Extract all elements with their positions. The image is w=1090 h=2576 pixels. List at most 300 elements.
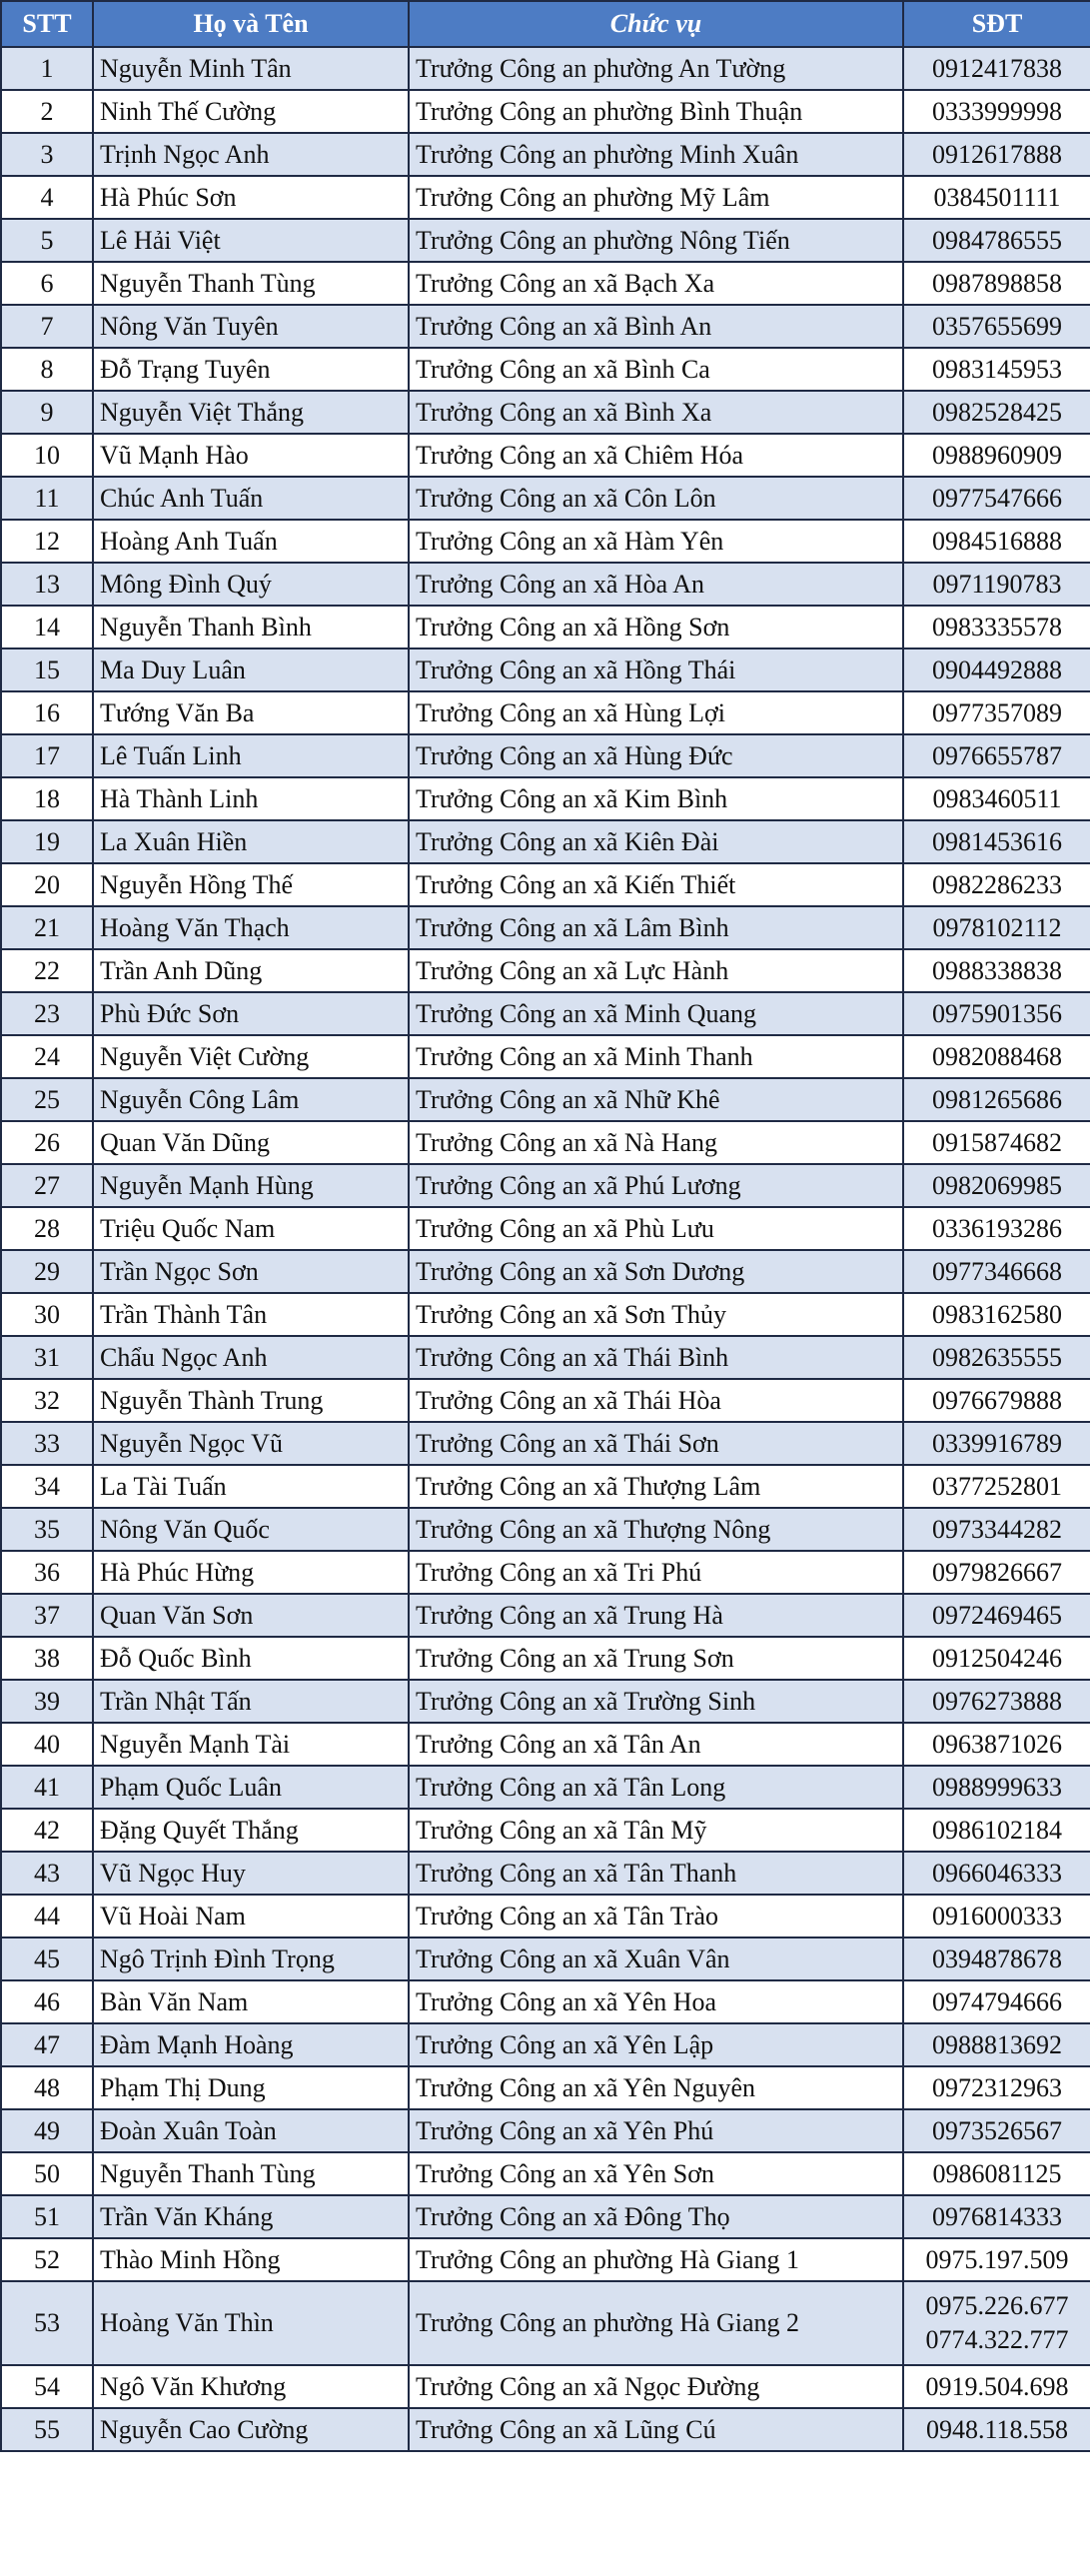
cell-name: La Xuân Hiền (93, 820, 409, 863)
cell-phone (903, 2408, 1090, 2451)
table-row (1, 1164, 1090, 1207)
cell-phone (903, 47, 1090, 90)
cell-name: Hoàng Anh Tuấn (93, 520, 409, 563)
phone-number: 0904492888 (932, 654, 1062, 684)
table-row (1, 820, 1090, 863)
phone-number: 0975901356 (932, 998, 1062, 1028)
cell-phone (903, 90, 1090, 133)
cell-name: Hoàng Văn Thạch (93, 906, 409, 949)
phone-number: 0963871026 (932, 1729, 1062, 1759)
cell-name: Quan Văn Dũng (93, 1121, 409, 1164)
cell-stt: 11 (1, 477, 93, 520)
cell-role: Trưởng Công an xã Tri Phú (409, 1551, 903, 1594)
cell-phone (903, 520, 1090, 563)
cell-stt: 12 (1, 520, 93, 563)
cell-stt: 13 (1, 563, 93, 606)
table-row (1, 219, 1090, 262)
cell-name: La Tài Tuấn (93, 1465, 409, 1508)
cell-role: Trưởng Công an xã Đông Thọ (409, 2195, 903, 2238)
cell-role: Trưởng Công an xã Ngọc Đường (409, 2365, 903, 2408)
cell-role: Trưởng Công an xã Yên Sơn (409, 2152, 903, 2195)
cell-name: Hà Phúc Sơn (93, 176, 409, 219)
cell-phone (903, 1594, 1090, 1637)
cell-stt: 44 (1, 1895, 93, 1937)
cell-stt: 28 (1, 1207, 93, 1250)
cell-stt: 51 (1, 2195, 93, 2238)
cell-name: Nông Văn Tuyên (93, 305, 409, 348)
table-row (1, 2365, 1090, 2408)
phone-number: 0915874682 (932, 1127, 1062, 1157)
cell-role: Trưởng Công an xã Kim Bình (409, 777, 903, 820)
cell-phone (903, 2109, 1090, 2152)
phone-number: 0977357089 (932, 697, 1062, 727)
phone-number: 0984786555 (932, 225, 1062, 255)
phone-number: 0973526567 (932, 2115, 1062, 2145)
cell-role: Trưởng Công an xã Minh Thanh (409, 1035, 903, 1078)
cell-name: Nguyễn Việt Thắng (93, 391, 409, 434)
cell-role: Trưởng Công an xã Yên Phú (409, 2109, 903, 2152)
table-row (1, 262, 1090, 305)
cell-phone (903, 1551, 1090, 1594)
cell-name: Nguyễn Mạnh Hùng (93, 1164, 409, 1207)
cell-stt: 16 (1, 691, 93, 734)
cell-name: Phạm Quốc Luân (93, 1766, 409, 1809)
cell-name: Đặng Quyết Thắng (93, 1809, 409, 1852)
table-row (1, 2023, 1090, 2066)
cell-stt: 49 (1, 2109, 93, 2152)
phone-number: 0912417838 (932, 53, 1062, 83)
cell-stt: 38 (1, 1637, 93, 1680)
table-row (1, 520, 1090, 563)
cell-role: Trưởng Công an phường Hà Giang 1 (409, 2238, 903, 2281)
cell-role: Trưởng Công an xã Kiến Thiết (409, 863, 903, 906)
cell-stt: 9 (1, 391, 93, 434)
cell-phone (903, 1980, 1090, 2023)
cell-role: Trưởng Công an xã Thượng Lâm (409, 1465, 903, 1508)
cell-name: Bàn Văn Nam (93, 1980, 409, 2023)
cell-role: Trưởng Công an xã Chiêm Hóa (409, 434, 903, 477)
table-row (1, 606, 1090, 648)
phone-number: 0357655699 (932, 311, 1062, 341)
header-name: Họ và Tên (93, 1, 409, 47)
cell-stt: 41 (1, 1766, 93, 1809)
cell-phone (903, 176, 1090, 219)
phone-number: 0333999998 (932, 96, 1062, 126)
table-row (1, 391, 1090, 434)
cell-stt: 50 (1, 2152, 93, 2195)
cell-phone (903, 691, 1090, 734)
cell-phone (903, 1637, 1090, 1680)
cell-stt: 3 (1, 133, 93, 176)
table-body (1, 47, 1090, 2451)
cell-name: Ngô Trịnh Đình Trọng (93, 1937, 409, 1980)
cell-role: Trưởng Công an xã Nà Hang (409, 1121, 903, 1164)
table-row (1, 2109, 1090, 2152)
cell-phone (903, 1078, 1090, 1121)
cell-phone (903, 1680, 1090, 1723)
cell-stt: 20 (1, 863, 93, 906)
cell-phone (903, 606, 1090, 648)
cell-phone (903, 2152, 1090, 2195)
cell-phone (903, 1379, 1090, 1422)
cell-name: Nguyễn Thanh Tùng (93, 2152, 409, 2195)
cell-stt: 31 (1, 1336, 93, 1379)
cell-stt: 42 (1, 1809, 93, 1852)
cell-name: Hoàng Văn Thìn (93, 2281, 409, 2365)
cell-phone (903, 262, 1090, 305)
cell-role: Trưởng Công an xã Bình Ca (409, 348, 903, 391)
phone-number: 0974794666 (932, 1986, 1062, 2016)
table-row (1, 2408, 1090, 2451)
table-row (1, 648, 1090, 691)
cell-name: Trịnh Ngọc Anh (93, 133, 409, 176)
cell-phone (903, 906, 1090, 949)
phone-number: 0988960909 (932, 440, 1062, 470)
cell-role: Trưởng Công an xã Hùng Lợi (409, 691, 903, 734)
cell-role: Trưởng Công an xã Tân Thanh (409, 1852, 903, 1895)
table-row (1, 1508, 1090, 1551)
phone-number: 0976679888 (932, 1385, 1062, 1415)
cell-stt: 48 (1, 2066, 93, 2109)
table-row (1, 691, 1090, 734)
cell-name: Ma Duy Luân (93, 648, 409, 691)
cell-name: Hà Thành Linh (93, 777, 409, 820)
phone-number: 0982635555 (932, 1342, 1062, 1372)
phone-number: 0982528425 (932, 397, 1062, 427)
phone-number: 0983335578 (932, 612, 1062, 642)
phone-number: 0339916789 (932, 1428, 1062, 1458)
phone-number: 0972469465 (932, 1600, 1062, 1630)
phone-number: 0987898858 (932, 268, 1062, 298)
table-row (1, 563, 1090, 606)
cell-role: Trưởng Công an xã Hòa An (409, 563, 903, 606)
table-row (1, 2195, 1090, 2238)
table-row (1, 1637, 1090, 1680)
header-phone: SĐT (903, 1, 1090, 47)
cell-name: Trần Ngọc Sơn (93, 1250, 409, 1293)
cell-stt: 40 (1, 1723, 93, 1766)
table-row (1, 2238, 1090, 2281)
cell-phone (903, 2066, 1090, 2109)
cell-stt: 43 (1, 1852, 93, 1895)
cell-phone (903, 992, 1090, 1035)
cell-phone (903, 219, 1090, 262)
table-row (1, 1379, 1090, 1422)
cell-role: Trưởng Công an xã Côn Lôn (409, 477, 903, 520)
table-row (1, 1594, 1090, 1637)
cell-role: Trưởng Công an xã Tân An (409, 1723, 903, 1766)
cell-name: Đoàn Xuân Toàn (93, 2109, 409, 2152)
cell-stt: 54 (1, 2365, 93, 2408)
table-row (1, 734, 1090, 777)
cell-role: Trưởng Công an xã Bình Xa (409, 391, 903, 434)
cell-stt: 55 (1, 2408, 93, 2451)
phone-number: 0976273888 (932, 1686, 1062, 1716)
cell-phone (903, 1723, 1090, 1766)
table-row (1, 1852, 1090, 1895)
cell-role: Trưởng Công an xã Tân Trào (409, 1895, 903, 1937)
cell-role: Trưởng Công an xã Xuân Vân (409, 1937, 903, 1980)
cell-stt: 32 (1, 1379, 93, 1422)
cell-role: Trưởng Công an xã Bình An (409, 305, 903, 348)
cell-phone (903, 477, 1090, 520)
cell-stt: 29 (1, 1250, 93, 1293)
cell-name: Nguyễn Minh Tân (93, 47, 409, 90)
table-row (1, 777, 1090, 820)
table-row (1, 348, 1090, 391)
cell-name: Nguyễn Thanh Bình (93, 606, 409, 648)
cell-name: Vũ Ngọc Huy (93, 1852, 409, 1895)
cell-stt: 52 (1, 2238, 93, 2281)
table-row (1, 1809, 1090, 1852)
cell-stt: 21 (1, 906, 93, 949)
cell-role: Trưởng Công an xã Trung Sơn (409, 1637, 903, 1680)
cell-stt: 37 (1, 1594, 93, 1637)
cell-role: Trưởng Công an phường Minh Xuân (409, 133, 903, 176)
cell-name: Tướng Văn Ba (93, 691, 409, 734)
cell-role: Trưởng Công an xã Hùng Đức (409, 734, 903, 777)
cell-role: Trưởng Công an xã Kiên Đài (409, 820, 903, 863)
cell-name: Trần Văn Kháng (93, 2195, 409, 2238)
phone-number: 0916000333 (932, 1901, 1062, 1931)
cell-name: Ngô Văn Khương (93, 2365, 409, 2408)
cell-name: Nguyễn Hồng Thế (93, 863, 409, 906)
phone-number: 0988813692 (932, 2029, 1062, 2059)
cell-phone (903, 1937, 1090, 1980)
cell-stt: 34 (1, 1465, 93, 1508)
cell-phone (903, 2281, 1090, 2365)
cell-role: Trưởng Công an xã Hồng Thái (409, 648, 903, 691)
cell-phone (903, 1766, 1090, 1809)
cell-phone (903, 734, 1090, 777)
cell-name: Phạm Thị Dung (93, 2066, 409, 2109)
cell-phone (903, 2238, 1090, 2281)
cell-phone (903, 2195, 1090, 2238)
cell-role: Trưởng Công an phường Nông Tiến (409, 219, 903, 262)
cell-stt: 53 (1, 2281, 93, 2365)
cell-role: Trưởng Công an xã Minh Quang (409, 992, 903, 1035)
phone-number: 0981265686 (932, 1084, 1062, 1114)
cell-stt: 24 (1, 1035, 93, 1078)
phone-number: 0978102112 (932, 912, 1062, 942)
cell-name: Hà Phúc Hừng (93, 1551, 409, 1594)
table-row (1, 47, 1090, 90)
phone-number: 0384501111 (933, 182, 1061, 212)
table-row (1, 1250, 1090, 1293)
phone-number: 0394878678 (932, 1943, 1062, 1973)
table-row (1, 2152, 1090, 2195)
phone-number: 0975.197.509 (925, 2244, 1069, 2274)
cell-role: Trưởng Công an xã Hồng Sơn (409, 606, 903, 648)
cell-stt: 36 (1, 1551, 93, 1594)
cell-name: Nguyễn Việt Cường (93, 1035, 409, 1078)
table-row (1, 1465, 1090, 1508)
table-row (1, 1980, 1090, 2023)
cell-phone (903, 563, 1090, 606)
cell-name: Mông Đình Quý (93, 563, 409, 606)
cell-name: Trần Thành Tân (93, 1293, 409, 1336)
cell-stt: 15 (1, 648, 93, 691)
cell-name: Đỗ Quốc Bình (93, 1637, 409, 1680)
phone-number: 0986102184 (932, 1815, 1062, 1845)
cell-stt: 19 (1, 820, 93, 863)
phone-number: 0973344282 (932, 1514, 1062, 1544)
table-row (1, 1336, 1090, 1379)
phone-number: 0982286233 (932, 869, 1062, 899)
table-row (1, 176, 1090, 219)
table-row (1, 2066, 1090, 2109)
cell-stt: 14 (1, 606, 93, 648)
table-row (1, 1078, 1090, 1121)
cell-phone (903, 391, 1090, 434)
cell-role: Trưởng Công an xã Thượng Nông (409, 1508, 903, 1551)
cell-name: Vũ Mạnh Hào (93, 434, 409, 477)
cell-phone (903, 777, 1090, 820)
cell-role: Trưởng Công an xã Yên Lập (409, 2023, 903, 2066)
cell-phone (903, 2365, 1090, 2408)
cell-phone (903, 1207, 1090, 1250)
cell-phone (903, 949, 1090, 992)
cell-name: Nguyễn Mạnh Tài (93, 1723, 409, 1766)
cell-name: Chúc Anh Tuấn (93, 477, 409, 520)
phone-number: 0912504246 (932, 1643, 1062, 1673)
cell-phone (903, 2023, 1090, 2066)
cell-stt: 18 (1, 777, 93, 820)
table-row (1, 1293, 1090, 1336)
cell-phone (903, 863, 1090, 906)
table-row (1, 949, 1090, 992)
header-role: Chức vụ (409, 1, 903, 47)
phone-number: 0983162580 (932, 1299, 1062, 1329)
phone-number: 0336193286 (932, 1213, 1062, 1243)
phone-number: 0986081125 (932, 2158, 1062, 2188)
cell-stt: 27 (1, 1164, 93, 1207)
phone-number: 0982088468 (932, 1041, 1062, 1071)
cell-phone (903, 1164, 1090, 1207)
phone-number: 0977346668 (932, 1256, 1062, 1286)
table-row (1, 133, 1090, 176)
cell-stt: 17 (1, 734, 93, 777)
cell-name: Thào Minh Hồng (93, 2238, 409, 2281)
cell-role: Trưởng Công an xã Trường Sinh (409, 1680, 903, 1723)
cell-role: Trưởng Công an phường Mỹ Lâm (409, 176, 903, 219)
table-row (1, 992, 1090, 1035)
cell-role: Trưởng Công an xã Yên Hoa (409, 1980, 903, 2023)
cell-role: Trưởng Công an xã Sơn Dương (409, 1250, 903, 1293)
cell-phone (903, 1895, 1090, 1937)
table-row (1, 90, 1090, 133)
phone-number: 0976814333 (932, 2201, 1062, 2231)
cell-stt: 39 (1, 1680, 93, 1723)
cell-phone (903, 434, 1090, 477)
cell-phone (903, 1508, 1090, 1551)
cell-stt: 10 (1, 434, 93, 477)
cell-stt: 45 (1, 1937, 93, 1980)
phone-number: 0982069985 (932, 1170, 1062, 1200)
table-row (1, 1207, 1090, 1250)
cell-name: Lê Tuấn Linh (93, 734, 409, 777)
cell-stt: 6 (1, 262, 93, 305)
phone-number: 0976655787 (932, 740, 1062, 770)
cell-stt: 46 (1, 1980, 93, 2023)
cell-role: Trưởng Công an xã Phù Lưu (409, 1207, 903, 1250)
cell-stt: 8 (1, 348, 93, 391)
phone-number: 0971190783 (932, 569, 1062, 599)
cell-phone (903, 348, 1090, 391)
header-stt: STT (1, 1, 93, 47)
phone-number: 0981453616 (932, 826, 1062, 856)
cell-role: Trưởng Công an xã Thái Sơn (409, 1422, 903, 1465)
cell-name: Đàm Mạnh Hoàng (93, 2023, 409, 2066)
cell-stt: 2 (1, 90, 93, 133)
cell-phone (903, 1121, 1090, 1164)
cell-name: Nguyễn Ngọc Vũ (93, 1422, 409, 1465)
cell-stt: 7 (1, 305, 93, 348)
phone-number: 0972312963 (932, 2072, 1062, 2102)
cell-stt: 4 (1, 176, 93, 219)
table-row (1, 863, 1090, 906)
table-row (1, 434, 1090, 477)
cell-phone (903, 1809, 1090, 1852)
cell-name: Nông Văn Quốc (93, 1508, 409, 1551)
table-row (1, 1723, 1090, 1766)
table-row (1, 1551, 1090, 1594)
cell-name: Trần Anh Dũng (93, 949, 409, 992)
cell-role: Trưởng Công an xã Hàm Yên (409, 520, 903, 563)
table-row (1, 1766, 1090, 1809)
phone-number: 0983145953 (932, 354, 1062, 384)
cell-role: Trưởng Công an xã Tân Mỹ (409, 1809, 903, 1852)
phone-number: 0984516888 (932, 526, 1062, 556)
cell-phone (903, 820, 1090, 863)
phone-number: 0988338838 (932, 955, 1062, 985)
cell-name: Quan Văn Sơn (93, 1594, 409, 1637)
cell-name: Lê Hải Việt (93, 219, 409, 262)
cell-name: Trần Nhật Tấn (93, 1680, 409, 1723)
cell-role: Trưởng Công an phường An Tường (409, 47, 903, 90)
cell-name: Vũ Hoài Nam (93, 1895, 409, 1937)
table-row (1, 1035, 1090, 1078)
table-row (1, 1895, 1090, 1937)
cell-name: Nguyễn Thành Trung (93, 1379, 409, 1422)
cell-stt: 35 (1, 1508, 93, 1551)
phone-number: 0983460511 (932, 783, 1062, 813)
cell-role: Trưởng Công an xã Thái Bình (409, 1336, 903, 1379)
cell-role: Trưởng Công an xã Bạch Xa (409, 262, 903, 305)
cell-role: Trưởng Công an xã Nhữ Khê (409, 1078, 903, 1121)
cell-role: Trưởng Công an phường Hà Giang 2 (409, 2281, 903, 2365)
phone-number: 0948.118.558 (925, 2414, 1069, 2444)
cell-phone (903, 1035, 1090, 1078)
cell-stt: 5 (1, 219, 93, 262)
cell-name: Triệu Quốc Nam (93, 1207, 409, 1250)
table-row (1, 906, 1090, 949)
cell-name: Đỗ Trạng Tuyên (93, 348, 409, 391)
cell-role: Trưởng Công an xã Phú Lương (409, 1164, 903, 1207)
cell-role: Trưởng Công an xã Lũng Cú (409, 2408, 903, 2451)
cell-role: Trưởng Công an xã Lực Hành (409, 949, 903, 992)
cell-name: Chẩu Ngọc Anh (93, 1336, 409, 1379)
cell-stt: 30 (1, 1293, 93, 1336)
table-row (1, 1422, 1090, 1465)
cell-stt: 1 (1, 47, 93, 90)
cell-phone (903, 1336, 1090, 1379)
cell-name: Phù Đức Sơn (93, 992, 409, 1035)
phone-number: 0988999633 (932, 1772, 1062, 1802)
cell-role: Trưởng Công an phường Bình Thuận (409, 90, 903, 133)
cell-stt: 33 (1, 1422, 93, 1465)
phone-number: 0975.226.677 (925, 2291, 1069, 2320)
